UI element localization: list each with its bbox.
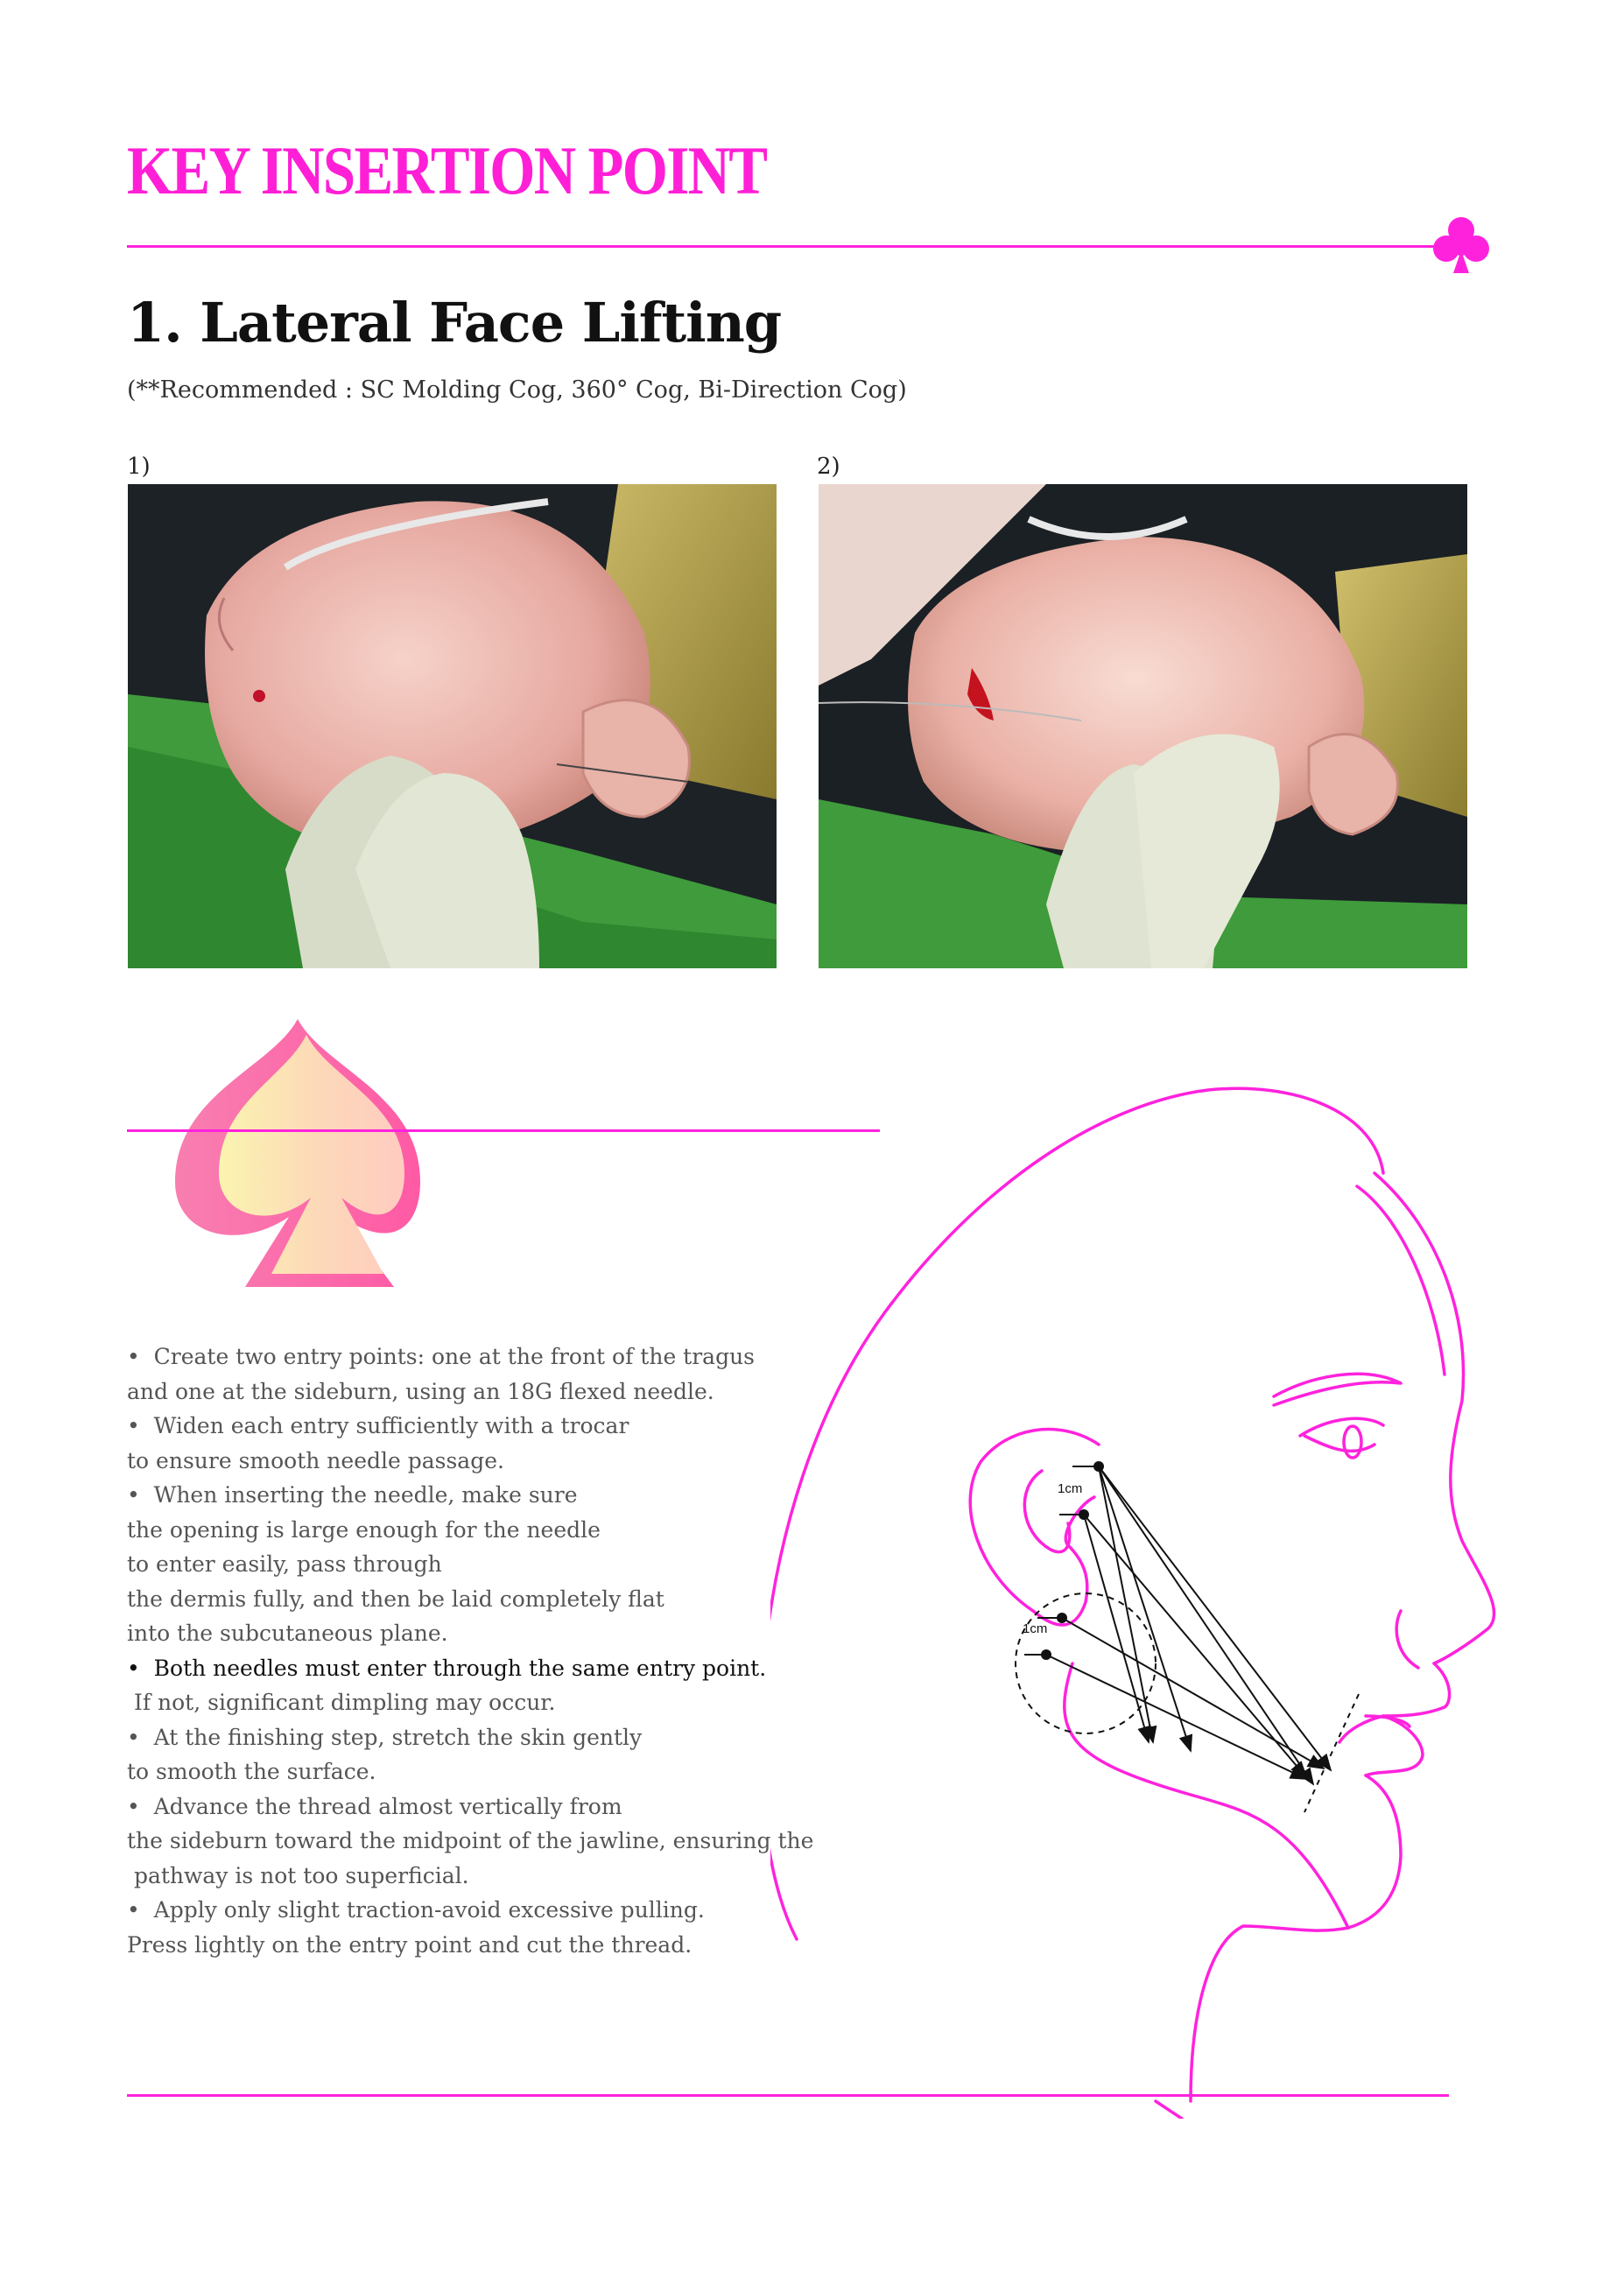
instruction-line: If not, significant dimpling may occur. (127, 1690, 556, 1715)
page-title: KEY INSERTION POINT (127, 132, 767, 208)
spade-icon (166, 1016, 429, 1296)
instruction-line: to enter easily, pass through (127, 1551, 442, 1577)
photo-2-label: 2) (817, 453, 840, 480)
instruction-line: Press lightly on the entry point and cut the thread. (127, 1931, 692, 1958)
instruction-line: to smooth the surface. (127, 1759, 376, 1784)
section-title: 1. Lateral Face Lifting (127, 291, 782, 355)
instruction-line: the dermis fully, and then be laid completely flat (127, 1585, 664, 1612)
photo-2 (819, 484, 1467, 968)
instruction-line: the opening is large enough for the needle (127, 1516, 601, 1543)
instruction-line-emphasis: • Both needles must enter through the same entry point. (127, 1655, 767, 1681)
diagram-label-upper: 1cm (1058, 1481, 1083, 1496)
instruction-line: • At the finishing step, stretch the skin gently (127, 1724, 643, 1750)
instruction-line: pathway is not too superficial. (127, 1862, 469, 1888)
recommended-products: (**Recommended : SC Molding Cog, 360° Cog, Bi-Direction Cog) (127, 376, 907, 404)
title-divider (127, 245, 1449, 248)
instruction-line: the sideburn toward the midpoint of the jawline, ensuring the (127, 1828, 814, 1853)
face-diagram (770, 1051, 1541, 2119)
instruction-line: • Widen each entry sufficiently with a trocar (127, 1413, 629, 1438)
photo-1-label: 1) (127, 453, 151, 480)
instruction-line: and one at the sideburn, using an 18G flexed needle. (127, 1378, 714, 1404)
mid-divider (127, 1129, 880, 1132)
instruction-line: • Create two entry points: one at the front of the tragus (127, 1344, 756, 1369)
bottom-divider (127, 2094, 1449, 2097)
club-icon (1432, 215, 1490, 277)
instruction-line: into the subcutaneous plane. (127, 1621, 448, 1646)
diagram-label-lower: 1cm (1023, 1621, 1048, 1636)
instruction-line: • Apply only slight traction-avoid excessive pulling. (127, 1897, 705, 1923)
instruction-list (127, 1339, 827, 1962)
instruction-line: to ensure smooth needle passage. (127, 1447, 504, 1473)
instruction-line: • Advance the thread almost vertically from (127, 1793, 622, 1819)
instruction-line: • When inserting the needle, make sure (127, 1482, 578, 1508)
photo-1 (128, 484, 777, 968)
